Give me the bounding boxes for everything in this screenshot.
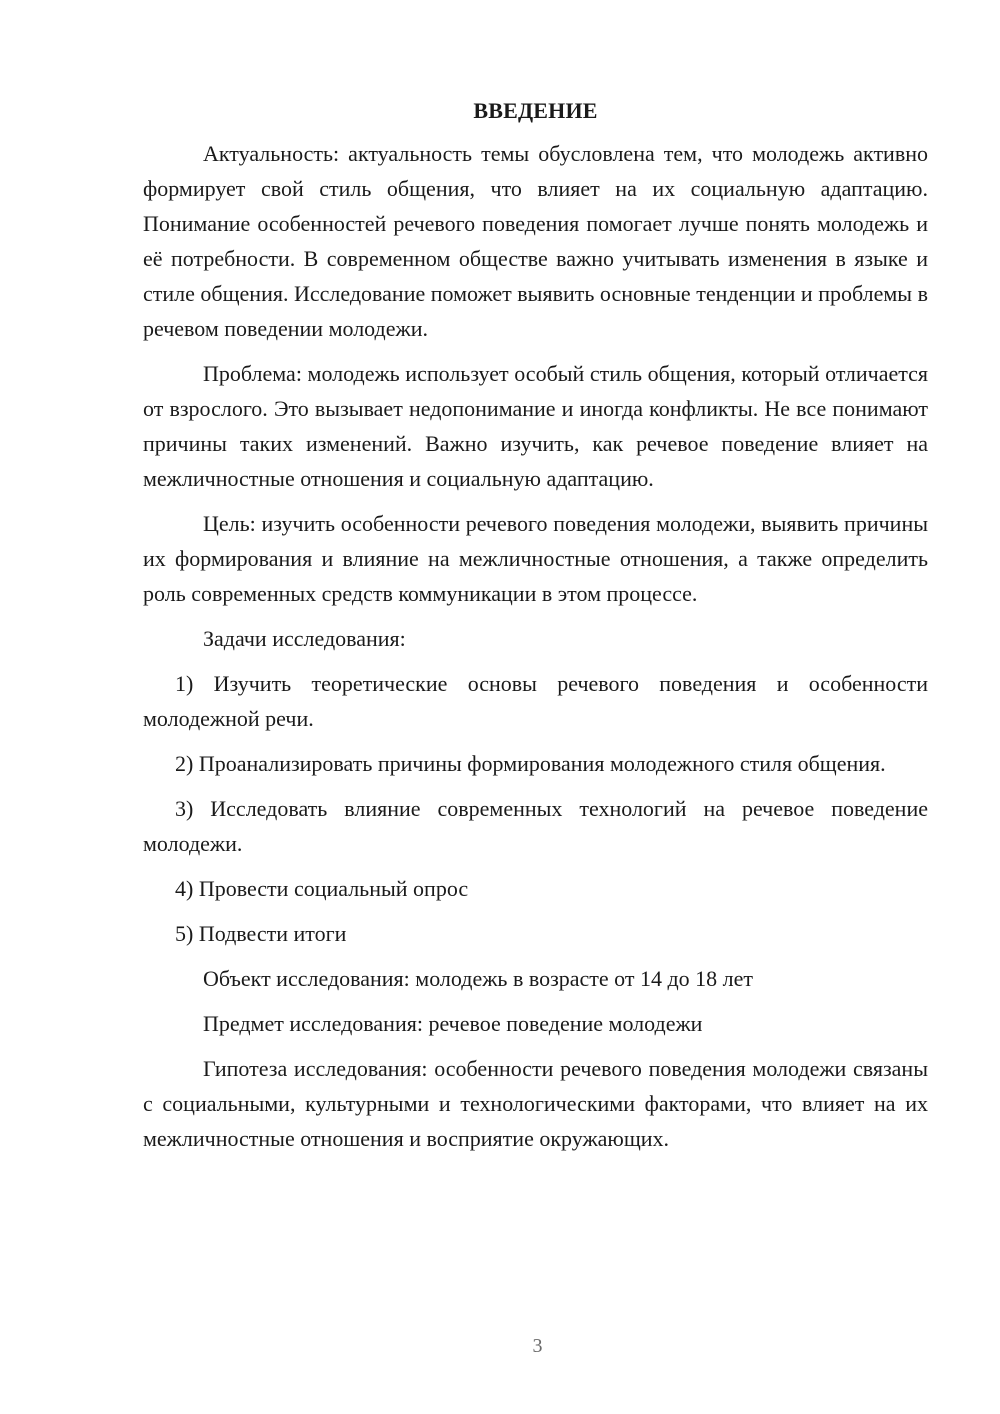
goal-paragraph: Цель: изучить особенности речевого поведения молодежи, выявить причины их формирования и влияние на межличностные отношения, а также определить роль современных средств коммуникации в этом процессе. <box>143 511 928 606</box>
task-item-3: 3) Исследовать влияние современных технологий на речевое поведение молодежи. <box>143 796 928 856</box>
page-number: 3 <box>532 1335 543 1357</box>
task-item-5: 5) Подвести итоги <box>175 921 347 946</box>
research-hypothesis: Гипотеза исследования: особенности речевого поведения молодежи связаны с социальными, культурными и технологическими факторами, что влияет на их межличностные отношения и восприятие окружающих. <box>143 1056 928 1151</box>
research-object: Объект исследования: молодежь в возрасте от 14 до 18 лет <box>203 966 754 991</box>
research-subject: Предмет исследования: речевое поведение молодежи <box>203 1011 703 1036</box>
problem-paragraph: Проблема: молодежь использует особый стиль общения, который отличается от взрослого. Это вызывает недопонимание и иногда конфликты. Не все понимают причины таких изменений. Важно изучить, как речевое поведение влияет на межличностные отношения и социальную адаптацию. <box>143 361 928 491</box>
section-title: ВВЕДЕНИЕ <box>473 98 598 123</box>
task-item-4: 4) Провести социальный опрос <box>175 876 469 901</box>
task-item-1: 1) Изучить теоретические основы речевого поведения и особенности молодежной речи. <box>143 671 928 731</box>
task-item-2: 2) Проанализировать причины формирования молодежного стиля общения. <box>175 751 886 776</box>
tasks-heading: Задачи исследования: <box>203 626 406 651</box>
page-content <box>143 96 928 1166</box>
relevance-paragraph: Актуальность: актуальность темы обусловлена тем, что молодежь активно формирует свой стиль общения, что влияет на их социальную адаптацию. Понимание особенностей речевого поведения помогает лучше понять молодежь и её потребности. В современном обществе важно учитывать изменения в языке и стиле общения. Исследование поможет выявить основные тенденции и проблемы в речевом поведении молодежи. <box>143 141 928 341</box>
